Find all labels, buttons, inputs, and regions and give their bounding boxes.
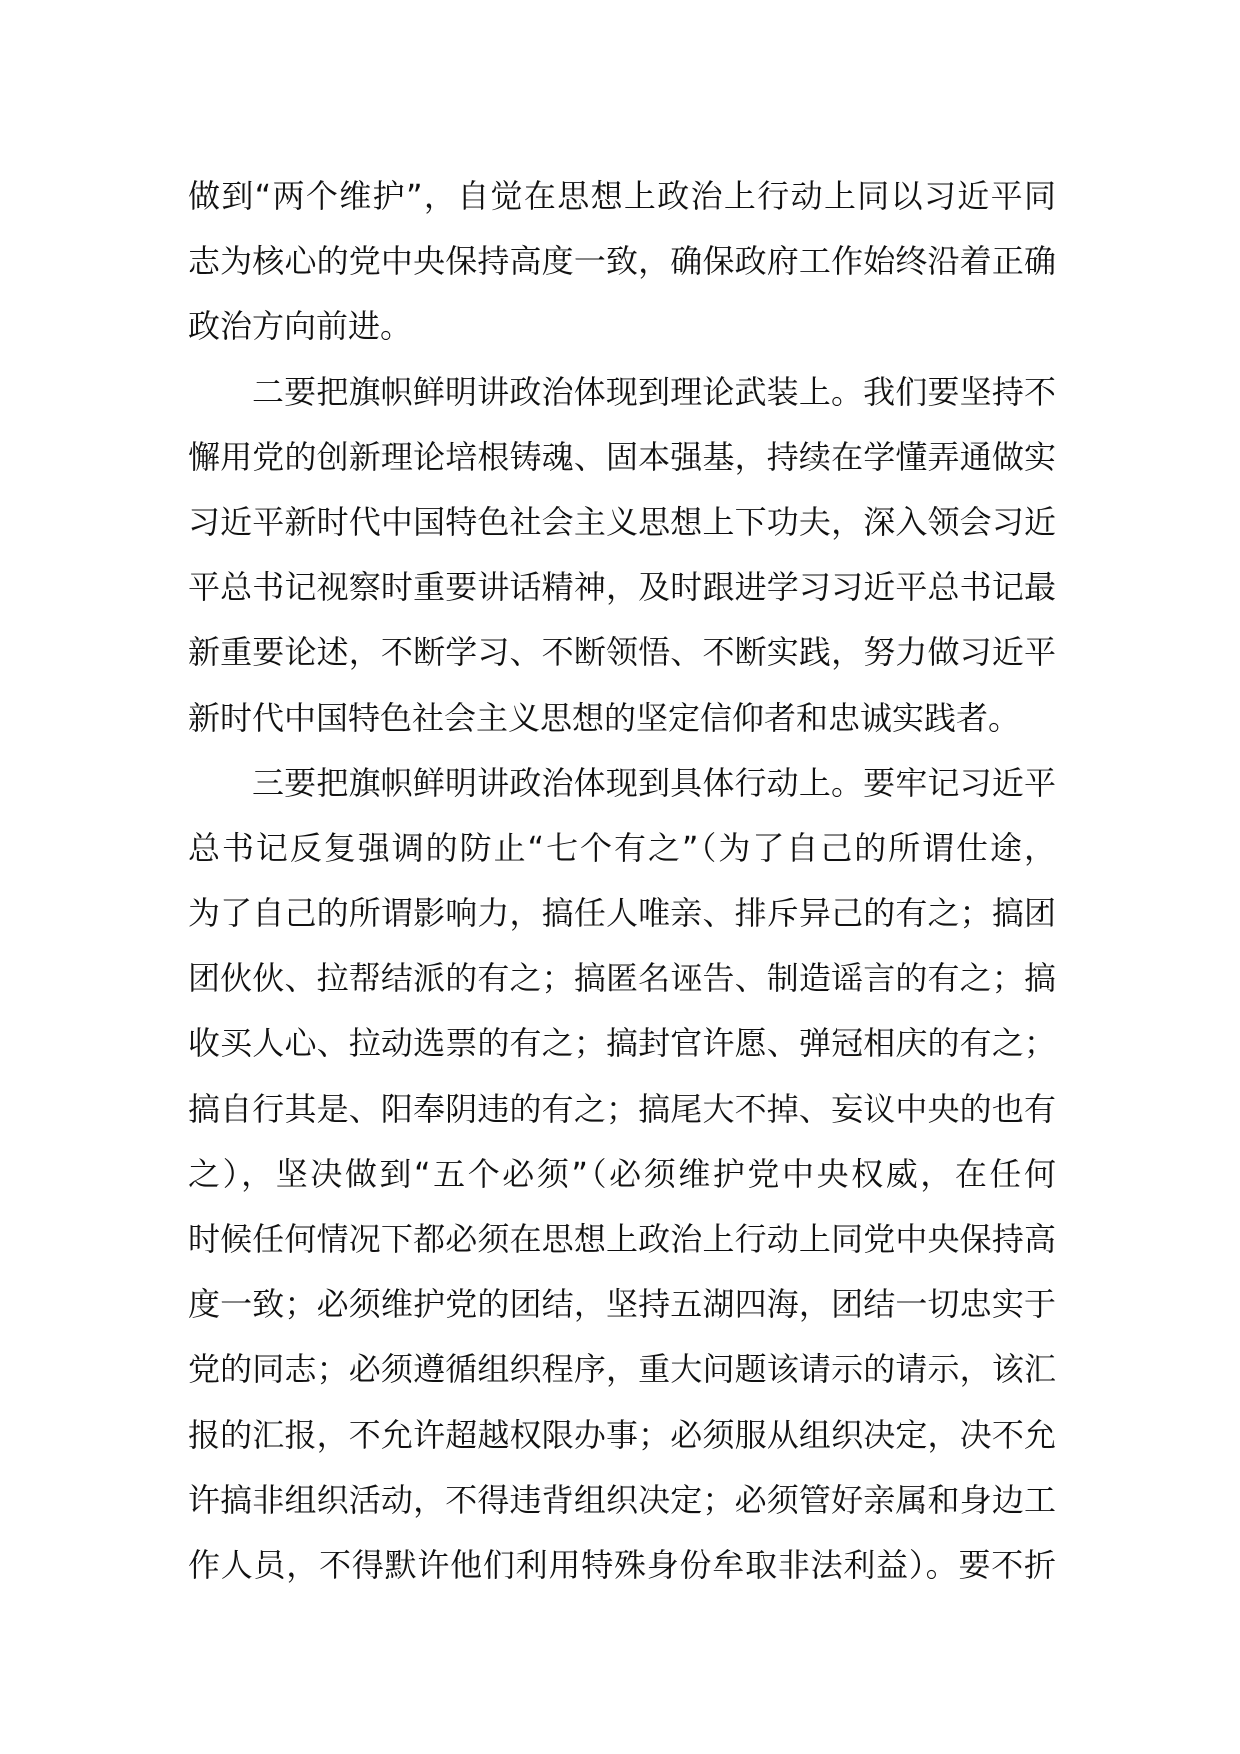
paragraph-2 <box>188 360 1056 751</box>
body-text <box>188 164 1056 1598</box>
text-line: 收买人心、拉动选票的有之；搞封官许愿、弹冠相庆的有之； <box>188 1024 1056 1063</box>
text-line: 懈用党的创新理论培根铸魂、固本强基，持续在学懂弄通做实 <box>188 437 1056 476</box>
text-line: 作人员，不得默许他们利用特殊身份牟取非法利益）。要不折 <box>188 1545 1056 1584</box>
text-line: 新时代中国特色社会主义思想的坚定信仰者和忠诚实践者。 <box>188 698 1021 737</box>
text-line: 平总书记视察时重要讲话精神，及时跟进学习习近平总书记最 <box>188 568 1056 607</box>
text-line: 三要把旗帜鲜明讲政治体现到具体行动上。要牢记习近平 <box>252 763 1056 802</box>
text-line: 之），坚决做到“五个必须”（必须维护党中央权威，在任何 <box>188 1154 1056 1193</box>
paragraph-1 <box>188 164 1056 360</box>
text-line: 时候任何情况下都必须在思想上政治上行动上同党中央保持高 <box>188 1220 1056 1258</box>
text-line: 二要把旗帜鲜明讲政治体现到理论武装上。我们要坚持不 <box>252 372 1056 411</box>
paragraph-3 <box>188 751 1056 1598</box>
text-line: 为了自己的所谓影响力，搞任人唯亲、排斥异己的有之；搞团 <box>188 894 1056 933</box>
text-line: 报的汇报，不允许超越权限办事；必须服从组织决定，决不允 <box>188 1415 1056 1454</box>
text-line: 搞自行其是、阳奉阴违的有之；搞尾大不掉、妄议中央的也有 <box>188 1089 1056 1128</box>
text-line: 度一致；必须维护党的团结，坚持五湖四海，团结一切忠实于 <box>188 1285 1056 1324</box>
text-line: 政治方向前进。 <box>188 307 413 346</box>
text-line: 做到“两个维护”，自觉在思想上政治上行动上同以习近平同 <box>188 177 1056 215</box>
text-line: 许搞非组织活动，不得违背组织决定；必须管好亲属和身边工 <box>188 1480 1056 1519</box>
text-line: 党的同志；必须遵循组织程序，重大问题该请示的请示，该汇 <box>188 1350 1056 1389</box>
text-line: 新重要论述，不断学习、不断领悟、不断实践，努力做习近平 <box>188 633 1056 672</box>
text-line: 总书记反复强调的防止“七个有之”（为了自己的所谓仕途， <box>188 828 1056 867</box>
text-line: 志为核心的党中央保持高度一致，确保政府工作始终沿着正确 <box>188 242 1056 281</box>
text-line: 团伙伙、拉帮结派的有之；搞匿名诬告、制造谣言的有之；搞 <box>188 959 1056 998</box>
text-line: 习近平新时代中国特色社会主义思想上下功夫，深入领会习近 <box>188 502 1056 541</box>
